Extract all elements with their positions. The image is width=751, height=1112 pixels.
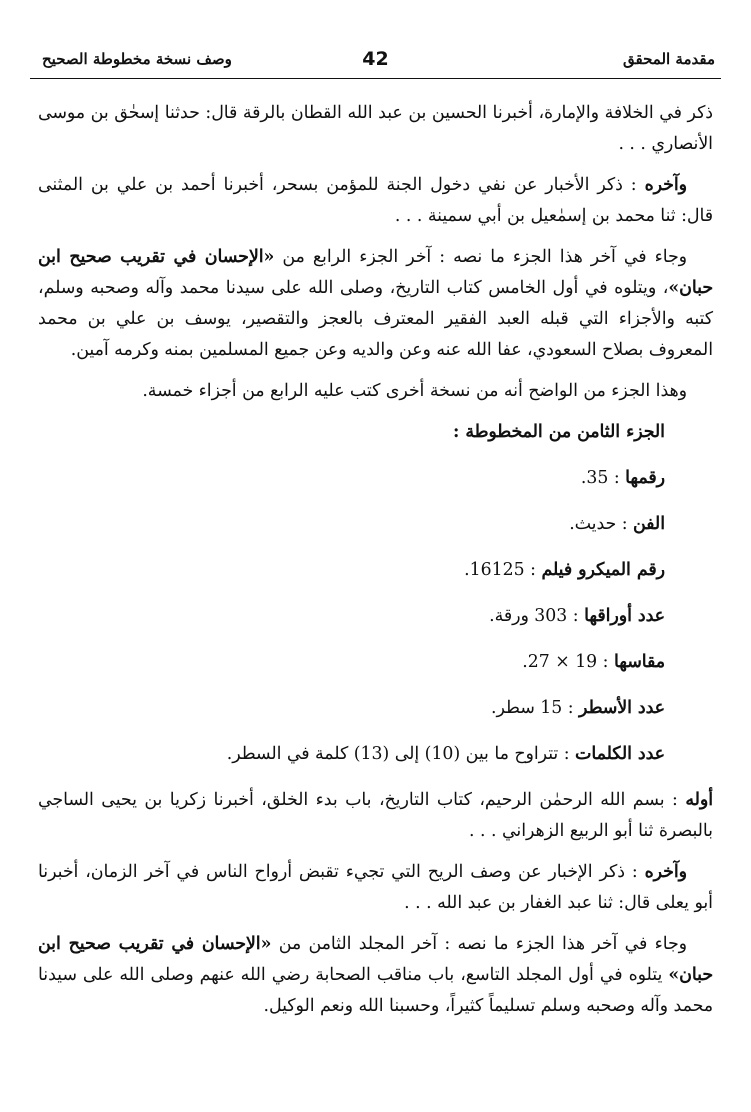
detail-value: : تتراوح ما بين (10) إلى (13) كلمة في السطر. [226,744,570,764]
detail-item [38,509,713,540]
detail-label: رقمها [625,468,665,488]
book-title: «الإحسان في تقريب صحيح ابن حبان» [38,247,713,298]
detail-item [38,739,713,770]
running-header [30,48,721,79]
detail-value: : حديث. [569,514,628,534]
book-title: «الإحسان في تقريب صحيح ابن حبان» [38,934,713,985]
detail-label: مقاسها [614,652,665,672]
detail-value: : 35. [580,468,620,488]
page-number: 42 [362,48,389,70]
paragraph-text: : ذكر الإخبار عن وصف الريح التي تجيء تقبض أرواح الناس في آخر الزمان، أخبرنا أبو يعلى قال: ثنا عبد الغفار بن عبد الله . . . [38,862,713,913]
paragraph-text: وهذا الجزء من الواضح أنه من نسخة أخرى كتب عليه الرابع من أجزاء خمسة. [142,381,687,401]
paragraph-colophon [38,929,713,1022]
paragraph-continuation [38,98,713,160]
paragraph-text: ذكر في الخلافة والإمارة، أخبرنا الحسين بن عبد الله القطان بالرقة قال: حدثنا إسحٰق بن موسى الأنصاري . . . [38,103,713,154]
detail-item [38,693,713,724]
paragraph-text: وجاء في آخر هذا الجزء ما نصه : آخر المجلد الثامن من [278,934,688,954]
paragraph-text: وجاء في آخر هذا الجزء ما نصه : آخر الجزء الرابع من [282,247,687,267]
detail-value: : 16125. [464,560,536,580]
paragraph-colophon [38,242,713,366]
section-heading: الجزء الثامن من المخطوطة : [452,422,665,442]
paragraph-text: ، ويتلوه في أول الخامس كتاب التاريخ، وصلى الله على سيدنا محمد وآله وصحبه وسلم، كتبه والأجزاء التي قبله العبد الفقير المعترف بالعجز والتقصير، يوسف بن علي بن محمد المعروف بصلاح السعودي، عفا الله عنه وعن والديه وعن جميع المسلمين بمنه وكرمه آمين. [38,278,713,360]
detail-label: عدد أوراقها [584,606,665,626]
paragraph-note [38,376,713,407]
detail-label: الفن [633,514,665,534]
header-section-title: مقدمة المحقق [623,50,715,68]
label-beginning: أوله [685,790,713,810]
detail-label: رقم الميكرو فيلم [541,560,665,580]
detail-item [38,463,713,494]
label-ending: وآخره [644,175,687,195]
detail-item [38,601,713,632]
detail-label: عدد الكلمات [575,744,665,764]
detail-value: : 15 سطر. [491,698,574,718]
detail-value: : 19 × 27. [522,652,609,672]
paragraph-ending [38,857,713,919]
detail-item [38,555,713,586]
paragraph-beginning [38,785,713,847]
page-body [38,98,713,1032]
header-chapter-title: وصف نسخة مخطوطة الصحيح [42,50,232,68]
label-ending: وآخره [644,862,687,882]
detail-value: : 303 ورقة. [489,606,579,626]
paragraph-text: يتلوه في أول المجلد التاسع، باب مناقب الصحابة رضي الله عنهم وصلى الله على سيدنا محمد وآله وصحبه وسلم تسليماً كثيراً، وحسبنا الله ونعم الوكيل. [38,965,713,1016]
detail-label: عدد الأسطر [579,698,665,718]
paragraph-ending [38,170,713,232]
paragraph-text: : بسم الله الرحمٰن الرحيم، كتاب التاريخ، باب بدء الخلق، أخبرنا زكريا بن يحيى الساجي بالبصرة ثنا أبو الربيع الزهراني . . . [38,790,713,841]
paragraph-text: : ذكر الأخبار عن نفي دخول الجنة للمؤمن بسحر، أخبرنا أحمد بن علي بن المثنى قال: ثنا محمد بن إسمٰعيل بن أبي سمينة . . . [38,175,713,226]
detail-item [38,647,713,678]
